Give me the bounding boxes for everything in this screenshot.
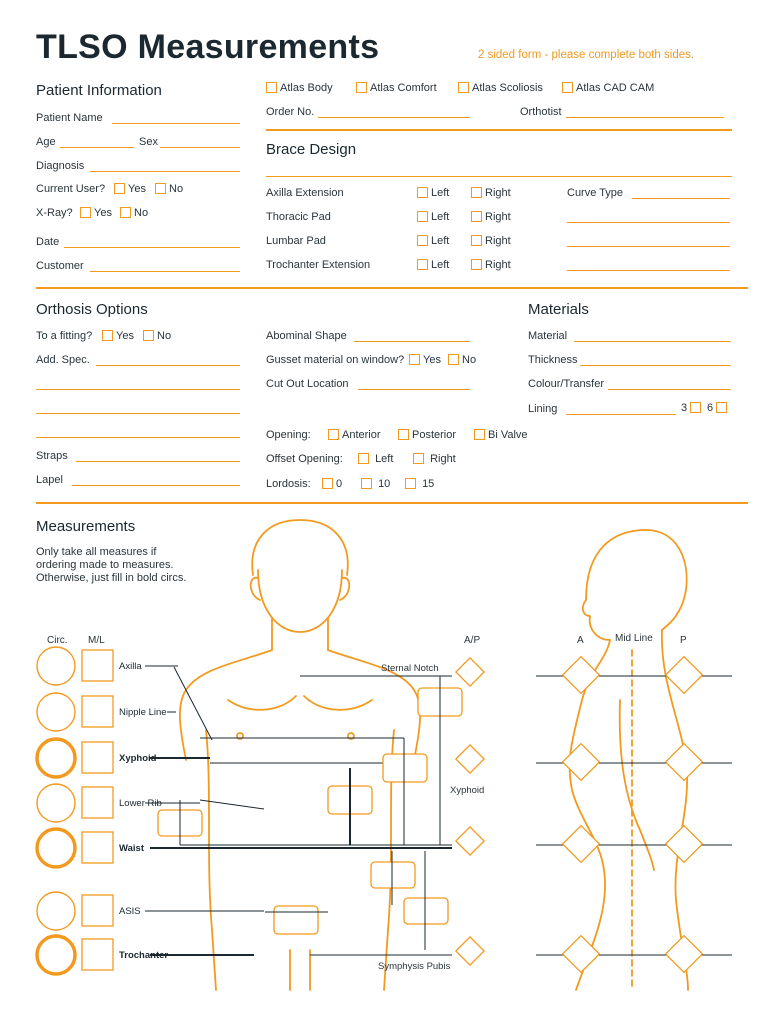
section-divider [36,502,748,504]
circ-measure-circle[interactable] [37,936,75,974]
offset-opening-label: Offset Opening: [266,453,343,465]
checkbox[interactable] [417,211,428,222]
lining-field[interactable] [566,414,676,415]
xray-yes[interactable]: Yes [80,207,112,219]
orthotist-label: Orthotist [520,106,562,118]
thickness-field[interactable] [580,365,731,366]
side-measure-diamond-a[interactable] [563,826,600,863]
measurements-note: Only take all measures if ordering made to measures. Otherwise, just fill in bold circs. [36,546,187,584]
checkbox[interactable] [322,478,333,489]
brace-row-label: Trochanter Extension [266,259,371,271]
fitting-yes[interactable]: Yes [102,330,134,342]
circ-measure-circle[interactable] [37,892,75,930]
front-hair [252,520,348,575]
age-label: Age [36,136,56,148]
side-measure-diamond-a[interactable] [563,744,600,781]
materials-heading: Materials [528,301,589,318]
brace-design-heading: Brace Design [266,141,357,158]
front-torso-left [206,730,216,990]
colour-transfer-field[interactable] [608,389,731,390]
patient-info-heading: Patient Information [36,82,162,99]
thickness-label: Thickness [528,354,578,366]
ml-measure-box[interactable] [82,787,113,818]
fitting-no[interactable]: No [143,330,171,342]
straps-field[interactable] [76,461,240,462]
opening-anterior[interactable]: Anterior [328,429,381,441]
brace-design-line[interactable] [266,176,732,177]
ml-measure-box[interactable] [82,742,113,773]
colour-transfer-label: Colour/Transfer [528,378,605,390]
fitting-label: To a fitting? [36,330,93,342]
section-divider [266,129,732,131]
orthotist-field[interactable] [566,117,724,118]
patient-name-label: Patient Name [36,112,103,124]
checkbox[interactable] [471,211,482,222]
curve-type-field[interactable] [567,246,730,247]
ml-measure-box[interactable] [82,939,113,970]
form-title: TLSO Measurements [36,28,380,66]
front-face [258,570,342,632]
material-label: Material [528,330,568,342]
brace-right-option[interactable]: Right [471,259,511,271]
current-user-label: Current User? [36,183,106,195]
side-a-label: A [577,635,584,646]
lordosis-label: Lordosis: [266,478,311,490]
brace-row-label: Lumbar Pad [266,235,326,247]
brace-left-option[interactable]: Left [417,187,449,199]
option-atlas-scoliosis[interactable]: Atlas Scoliosis [458,82,543,94]
opening-bi-valve[interactable]: Bi Valve [474,429,528,441]
opening-posterior[interactable]: Posterior [398,429,456,441]
curve-type-label: Curve Type [567,187,624,199]
checkbox[interactable] [398,429,409,440]
add-spec-line[interactable] [36,437,240,438]
measurement-diagram [0,510,770,1024]
brace-row-label: Thoracic Pad [266,211,331,223]
measure-box[interactable] [274,906,318,934]
checkbox[interactable] [471,235,482,246]
cutout-field[interactable] [358,389,470,390]
xray-label: X-Ray? [36,207,73,219]
ap-measure-diamond[interactable] [456,745,484,773]
measure-row-label: Xyphoid [119,753,157,764]
sex-label: Sex [139,136,158,148]
checkbox[interactable] [266,82,277,93]
xyphoid-ap-label: Xyphoid [450,785,485,796]
checkbox[interactable] [143,330,154,341]
checkbox[interactable] [458,82,469,93]
front-neck [272,618,328,650]
curve-type-field[interactable] [567,222,730,223]
cutout-label: Cut Out Location [266,378,349,390]
ml-measure-box[interactable] [82,650,113,681]
curve-type-field[interactable] [632,198,730,199]
side-measure-diamond-p[interactable] [666,657,703,694]
offset-right[interactable]: Right [413,453,456,465]
side-midline-label: Mid Line [615,633,653,644]
brace-row-label: Axilla Extension [266,187,344,199]
measure-row-label: Trochanter [119,950,169,961]
col-ap-label: A/P [464,635,481,646]
measure-row-label: Nipple Line [119,707,167,718]
checkbox[interactable] [361,478,372,489]
order-no-field[interactable] [318,117,470,118]
measure-row-label: Axilla [119,661,142,672]
leader-axilla [174,667,212,740]
material-field[interactable] [574,341,731,342]
sternal-notch-label: Sternal Notch [381,663,439,674]
brace-right-option[interactable]: Right [471,187,511,199]
orthosis-options-heading: Orthosis Options [36,301,148,318]
customer-label: Customer [36,260,84,272]
checkbox[interactable] [690,402,701,413]
checkbox[interactable] [417,235,428,246]
ap-measure-diamond[interactable] [456,937,484,965]
side-head [586,530,687,630]
measure-row-label: Lower Rib [119,798,162,809]
patient-name-field[interactable] [112,123,240,124]
measure-row-label: Waist [119,843,144,854]
checkbox[interactable] [471,259,482,270]
brace-right-option[interactable]: Right [471,211,511,223]
add-spec-line[interactable] [36,413,240,414]
current-user-yes[interactable]: Yes [114,183,146,195]
measure-row-label: ASIS [119,906,141,917]
abdominal-shape-field[interactable] [354,341,470,342]
xray-no[interactable]: No [120,207,148,219]
add-spec-field[interactable] [96,365,240,366]
brace-right-option[interactable]: Right [471,235,511,247]
measure-box[interactable] [371,862,415,888]
checkbox[interactable] [80,207,91,218]
lining-3[interactable]: 3 [681,402,704,414]
brace-left-option[interactable]: Left [417,235,449,247]
lapel-field[interactable] [72,485,240,486]
checkbox[interactable] [716,402,727,413]
col-circ-label: Circ. [47,635,68,646]
measurements-heading: Measurements [36,518,136,535]
option-atlas-cad-cam[interactable]: Atlas CAD CAM [562,82,654,94]
order-no-label: Order No. [266,106,315,118]
circ-measure-circle[interactable] [37,784,75,822]
checkbox[interactable] [358,453,369,464]
diagnosis-field[interactable] [90,171,240,172]
front-legs [290,950,310,990]
lordosis-10[interactable]: 10 [361,478,390,490]
checkbox[interactable] [474,429,485,440]
checkbox[interactable] [155,183,166,194]
side-p-label: P [680,635,687,646]
lordosis-15[interactable]: 15 [405,478,434,490]
ap-measure-diamond[interactable] [456,658,484,686]
current-user-no[interactable]: No [155,183,183,195]
front-chest [228,696,372,710]
checkbox[interactable] [417,187,428,198]
two-sided-note: 2 sided form - please complete both sides. [478,49,695,61]
ml-measure-box[interactable] [82,895,113,926]
checkbox[interactable] [413,453,424,464]
customer-field[interactable] [90,271,240,272]
side-measure-diamond-p[interactable] [666,826,703,863]
ap-measure-diamond[interactable] [456,827,484,855]
gusset-yes[interactable]: Yes [409,354,441,366]
checkbox[interactable] [562,82,573,93]
ml-measure-box[interactable] [82,696,113,727]
side-measure-diamond-a[interactable] [563,657,600,694]
date-field[interactable] [64,247,240,248]
checkbox[interactable] [328,429,339,440]
side-front [570,640,610,990]
lining-6[interactable]: 6 [707,402,730,414]
age-field[interactable] [60,147,134,148]
lining-label: Lining [528,403,558,415]
brace-left-option[interactable]: Left [417,211,449,223]
circ-measure-circle[interactable] [37,647,75,685]
gusset-label: Gusset material on window? [266,354,405,366]
checkbox[interactable] [409,354,420,365]
abdominal-shape-label: Abominal Shape [266,330,347,342]
symphysis-pubis-label: Symphysis Pubis [378,961,451,972]
gusset-no[interactable]: No [448,354,476,366]
checkbox[interactable] [356,82,367,93]
measure-box[interactable] [383,754,427,782]
circ-measure-circle[interactable] [37,693,75,731]
add-spec-line[interactable] [36,389,240,390]
option-atlas-comfort[interactable]: Atlas Comfort [356,82,437,94]
date-label: Date [36,236,60,248]
brace-left-option[interactable]: Left [417,259,449,271]
side-face [583,600,610,640]
checkbox[interactable] [102,330,113,341]
option-atlas-body[interactable]: Atlas Body [266,82,333,94]
checkbox[interactable] [120,207,131,218]
side-measure-diamond-p[interactable] [666,936,703,973]
lapel-label: Lapel [36,474,63,486]
section-divider [36,287,748,289]
circ-measure-circle[interactable] [37,739,75,777]
col-ml-label: M/L [88,635,105,646]
straps-label: Straps [36,450,68,462]
checkbox[interactable] [114,183,125,194]
lordosis-0[interactable]: 0 [322,478,342,490]
checkbox[interactable] [417,259,428,270]
add-spec-label: Add. Spec. [36,354,90,366]
checkbox[interactable] [471,187,482,198]
side-measure-diamond-p[interactable] [666,744,703,781]
opening-label: Opening: [266,429,311,441]
offset-left[interactable]: Left [358,453,393,465]
measure-box[interactable] [404,898,448,924]
diagnosis-label: Diagnosis [36,160,85,172]
checkbox[interactable] [448,354,459,365]
checkbox[interactable] [405,478,416,489]
circ-measure-circle[interactable] [37,829,75,867]
sex-field[interactable] [160,147,240,148]
curve-type-field[interactable] [567,270,730,271]
ml-measure-box[interactable] [82,832,113,863]
